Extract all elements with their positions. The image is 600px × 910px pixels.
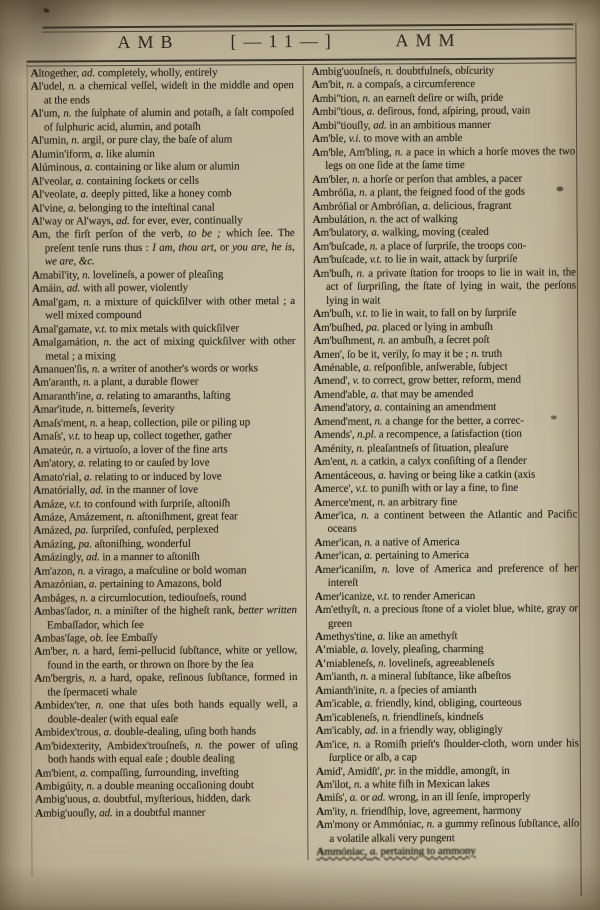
dictionary-entry: Amend'ment, n. a change for the better, a correc-	[313, 414, 525, 428]
dictionary-entry: Aménable, a. reſponſible, anſwerable, ſubject	[313, 360, 508, 374]
dictionary-entry: Am'buſh, v.t. to lie in wait, to fall on by ſurpriſe	[313, 306, 517, 321]
guide-word-right: AMM	[395, 30, 462, 51]
dictionary-entry: Amen', ſo be it, verily, ſo may it be ; n. truth	[313, 347, 503, 361]
dictionary-entry: Al'umin, n. argil, or pure clay, the baſe of alum	[31, 133, 233, 147]
dictionary-entry: Amar'itude, n. bitterneſs, ſeverity	[32, 403, 175, 416]
dictionary-entry: Amer'icaniſm, n. love of America and preference of her intereſt	[314, 562, 578, 590]
dictionary-entry: Am'buſcade, n. a place of ſurpriſe, the troops con-	[312, 239, 527, 253]
dictionary-entry: Amázed, pa. ſurpriſed, confuſed, perplexed	[33, 523, 219, 538]
dictionary-entry: Amentáceous, a. having or being like a catkin (axis	[314, 468, 536, 482]
dictionary-entry: Ambas'ſador, n. a miniſter of the higheſt rank, better written Embaſſador, which ſee	[33, 604, 297, 632]
dictionary-entry: Am'ble, Am'bling, n. a pace in which a horſe moves the two legs on one ſide at the ſame time	[312, 145, 576, 173]
dictionary-entry: Amato'rial, a. relating to or induced by love	[33, 470, 222, 484]
dictionary-entry: Ambidex'ter, n. one that uſes both hands equally well, a double-dealer (with equal eaſe	[34, 698, 298, 726]
dictionary-entry: Am'ent, n. a catkin, a calyx conſiſting of a ſlender	[314, 454, 527, 469]
dictionary-entry: Ambidex'trous, a. double-dealing, uſing both hands	[34, 725, 256, 739]
dictionary-entry: Am'bulatory, a. walking, moving (cealed	[312, 226, 489, 240]
dictionary-entry: Amaſs'ment, n. a heap, collection, pile or piling up	[32, 416, 251, 430]
dictionary-entry: Ambróſial or Ambróſian, a. delicious, fragrant	[312, 199, 512, 213]
dictionary-entry: Aménity, n. pleaſantneſs of ſituation, pleaſure	[313, 441, 509, 455]
dictionary-entry: Al'way or Al'ways, ad. for ever, ever, continually	[31, 214, 243, 228]
dictionary-entry: Am'mony or Ammóniac, n. a gummy reſinous ſubſtance, alſo a volatile alkali very pungent	[316, 817, 580, 845]
ink-smudge	[556, 186, 563, 191]
dictionary-entry: Am'ble, v.i. to move with an amble	[312, 132, 463, 146]
dictionary-entry: Amerce'ment, n. an arbitrary fine	[314, 495, 458, 509]
dictionary-entry: Amends', n.pl. a recompence, a ſatisfaction (tion	[313, 427, 522, 442]
dictionary-entry: Am'azon, n. a virago, a maſculine or bold woman	[33, 564, 247, 578]
dictionary-entry: A'miable, a. lovely, pleaſing, charming	[315, 643, 484, 657]
dictionary-entry: Am'bient, a. compaſſing, ſurrounding, inveſting	[34, 765, 239, 780]
dictionary-entry: Am'ianth, n. a mineral ſubſtance, like aſbeſtos	[315, 670, 511, 684]
dictionary-entry: Am'icableneſs, n. friendlineſs, kindneſs	[315, 710, 484, 724]
dictionary-entry: Altogether, ad. completely, wholly, entirely	[30, 66, 218, 80]
dictionary-entry: Ambróſia, n. a plant, the feigned food of the gods	[312, 185, 525, 199]
dictionary-entry: Amáze, v.t. to confound with ſurpriſe, aſtoniſh	[33, 496, 231, 511]
dictionary-entry: Amethys'tine, a. like an amethyſt	[315, 630, 458, 643]
dictionary-entry: Am, the firſt perſon of the verb, to be ; which ſee. The preſent tenſe runs thus : I am, thou art, or you are, he is, we are, &c.	[31, 227, 295, 268]
dictionary-entry: Amáin, ad. with all power, violently	[31, 281, 189, 295]
dictionary-entry: Al'um, n. the ſulphate of alumin and potaſh, a ſalt compoſed of ſulphuric acid, alumin, and potaſh	[30, 106, 294, 134]
dictionary-entry: Ambig'uouſneſs, n. doubtfulneſs, obſcurity	[311, 64, 495, 78]
dictionary-entry: Amateúr, n. a virtuoſo, a lover of the fine arts	[32, 443, 228, 457]
dictionary-entry: Alúminous, a. containing or like alum or alumin	[31, 160, 240, 174]
dictionary-entry: Amaranth'ine, a. relating to amaranths, laſting	[32, 389, 231, 403]
dictionary-entry: Ambáges, n. a circumlocution, tediouſneſs, round	[33, 591, 247, 605]
dictionary-entry: Amid', Amidſt', pr. in the middle, amongſt, in	[315, 764, 510, 778]
dictionary-entry: Amázingly, ad. in a manner to aſtoniſh	[33, 550, 200, 564]
dictionary-entry: Amer'ican, n. a native of America	[314, 535, 460, 549]
dictionary-entry: Ambulátion, n. the act of walking	[312, 213, 458, 226]
text-columns	[31, 64, 580, 861]
dictionary-entry: Alumin'iform, a. like alumin	[31, 147, 155, 161]
dictionary-entry: Am'buſhed, pa. placed or lying in ambuſh	[313, 320, 493, 334]
dictionary-entry: Ambas'ſage, ob. ſee Embaſſy	[34, 631, 158, 645]
dictionary-entry: Amer'ican, a. pertaining to America	[314, 549, 469, 563]
dictionary-entry: Ambiʺtiouſly, ad. in an ambitious manner	[311, 118, 491, 132]
page-header	[0, 29, 598, 57]
dictionary-entry: Am'bler, n. a horſe or perſon that ambles, a pacer	[312, 172, 523, 186]
dictionary-entry: Am'icable, a. friendly, kind, obliging, courteous	[315, 696, 522, 711]
dictionary-entry: Amer'icanize, v.t. to render American	[314, 589, 476, 603]
dictionary-entry: Am'buſhment, n. an ambuſh, a ſecret poſt	[313, 333, 490, 347]
dictionary-entry: Amalgamátion, n. the act of mixing quickſilver with other metal ; a mixing	[32, 335, 296, 363]
dictionary-entry: Ambig'uouſly, ad. in a doubtful manner	[35, 806, 206, 820]
dictionary-entry: Am'buſh, n. a private ſtation for troops to lie in wait in, the act of ſurpriſing, the ſtate of lying in wait, the perſons lying in wait	[312, 266, 577, 307]
left-column	[31, 66, 308, 821]
ink-smudge	[43, 8, 50, 14]
dictionary-entry: Am'ity, n. friendſhip, love, agreement, harmony	[316, 804, 522, 818]
dictionary-entry: Ambiʺtious, a. deſirous, fond, aſpiring, proud, vain	[311, 104, 531, 119]
dictionary-entry: Amend'able, a. that may be amended	[313, 387, 474, 401]
right-column	[303, 64, 580, 859]
dictionary-entry: Amatórially, ad. in the manner of love	[33, 483, 198, 497]
dictionary-entry: Ambiʺtion, n. an earneſt deſire or wiſh, pride	[311, 91, 504, 105]
dictionary-entry: Amiſs', a. or ad. wrong, in an ill ſenſe, improperly	[316, 791, 531, 805]
dictionary-entry: Amend', v. to correct, grow better, reform, mend	[313, 374, 521, 388]
dictionary-entry: Am'ice, n. a Romiſh prieſt's ſhoulder-cloth, worn under his ſurplice or alb, a cap	[315, 736, 579, 764]
dictionary-entry: A'miableneſs, n. lovelineſs, agreeableneſs	[315, 656, 495, 670]
dictionary-entry: Amabil'ity, n. lovelineſs, a power of pleaſing	[31, 268, 224, 282]
dictionary-entry: Amáze, Amázement, n. aſtoniſhment, great fear	[33, 510, 238, 524]
dictionary-entry: Amer'ica, n. a continent between the Atlantic and Pacific oceans	[314, 508, 578, 536]
dictionary-entry: Am'bidexterity, Ambidex'trouſneſs, n. the power of uſing both hands with equal eaſe ; double dealing	[34, 738, 298, 766]
dictionary-entry: Am'ethyſt, n. a precious ſtone of a violet blue, white, gray or green	[314, 602, 578, 630]
dictionary-entry: Al'vine, a. belonging to the inteſtinal canal	[31, 201, 215, 215]
dictionary-entry: Am'ber, n. a hard, ſemi-pellucid ſubſtance, white or yellow, found in the earth, or thrown on ſhore by the ſea	[34, 644, 298, 672]
dictionary-entry: Amázing, pa. aſtoniſhing, wonderful	[33, 537, 191, 551]
dictionary-entry: Am'aranth, n. a plant, a durable flower	[32, 376, 199, 390]
dictionary-entry: Amanuen'ſis, n. a writer of another's words or works	[32, 362, 258, 376]
dictionary-entry: Amerce', v.t. to puniſh with or lay a fine, to fine	[314, 481, 519, 495]
dictionary-entry: Amend'atory, a. containing an amendment	[313, 401, 497, 415]
guide-word-left: AMB	[117, 31, 180, 53]
dictionary-entry: Ammóniac, a. pertaining to ammony	[316, 845, 476, 859]
dictionary-entry: Ambigúity, n. a double meaning occaſioning doubt	[34, 779, 254, 793]
dictionary-entry: Amaſs', v.t. to heap up, collect together, gather	[32, 429, 232, 443]
dictionary-entry: Amal'gamate, v.t. to mix metals with quickſilver	[32, 321, 240, 336]
ink-smudge	[551, 415, 557, 419]
dictionary-entry: Am'bergris, n. a hard, opake, reſinous ſubſtance, formed in the ſpermaceti whale	[34, 671, 298, 699]
dictionary-entry: Am'ilot, n. a white fiſh in Mexican lakes	[315, 777, 490, 791]
dictionary-entry: Am'icably, ad. in a friendly way, obligingly	[315, 723, 503, 738]
dictionary-entry: Al'udel, n. a chemical veſſel, wideſt in the middle and open at the ends	[30, 79, 294, 107]
dictionary-entry: Am'buſcade, v.t. to lie in wait, attack by ſurpriſe	[312, 253, 518, 267]
dictionary-entry: Am'atory, a. relating to or cauſed by love	[33, 456, 210, 470]
dictionary-entry: Al'veolar, a. containing ſockets or cells	[31, 174, 199, 188]
dictionary-entry: Amianth'inite, n. a ſpecies of amianth	[315, 683, 477, 697]
dictionary-entry: Amazónian, a. pertaining to Amazons, bold	[33, 577, 222, 591]
dictionary-entry: Am'bit, n. a compaſs, a circumference	[311, 78, 476, 92]
page-number: [—11—]	[230, 30, 338, 52]
dictionary-entry: Al'veolate, a. deeply pitted, like a honey comb	[31, 187, 232, 201]
dictionary-entry: Amal'gam, n. a mixture of quickſilver with other metal ; a well mixed compound	[32, 294, 296, 322]
dictionary-entry: Ambig'uous, a. doubtful, myſterious, hidden, dark	[35, 792, 251, 807]
